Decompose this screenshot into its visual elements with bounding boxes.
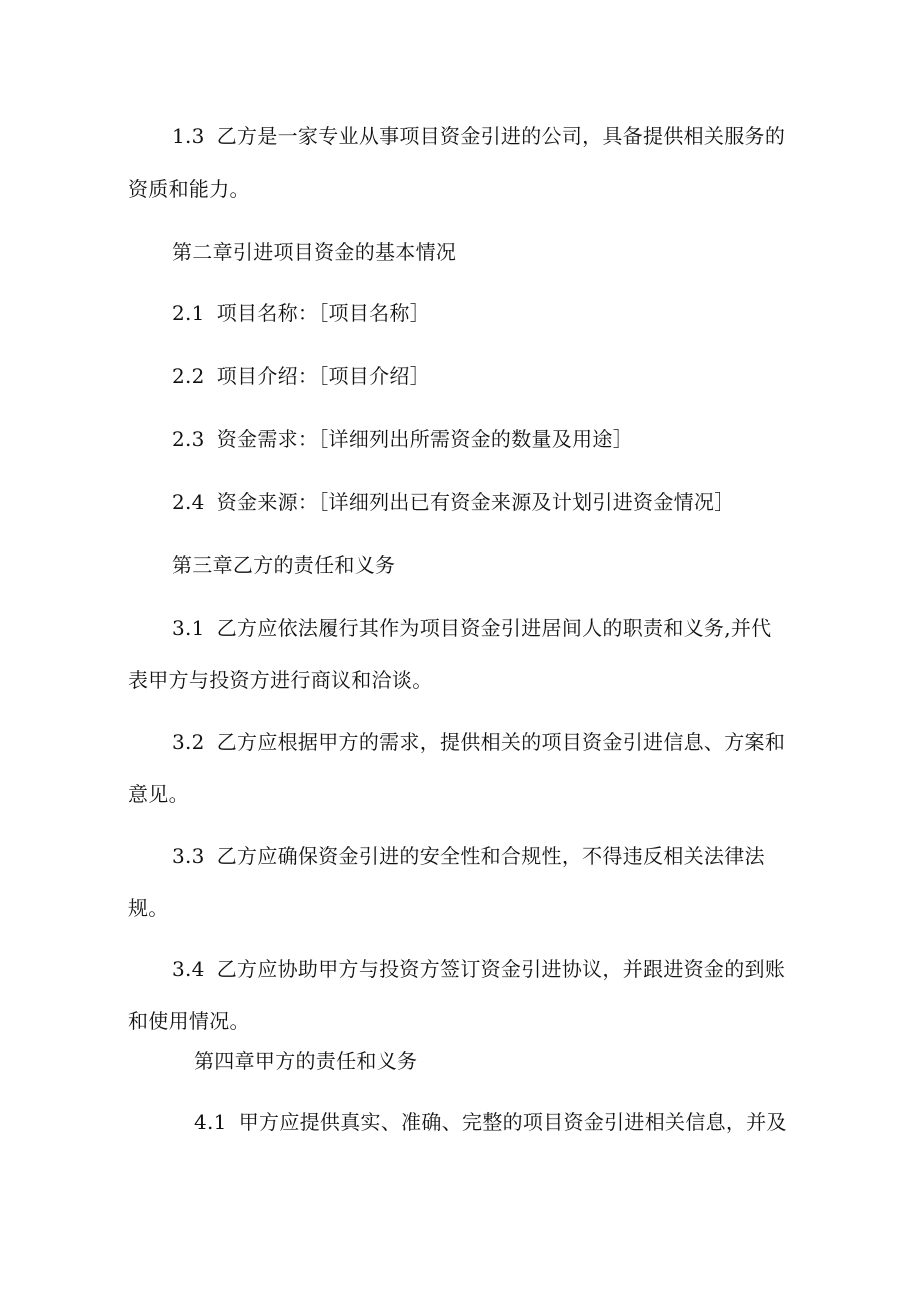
clause-3-3-line-2: 规。 xyxy=(128,896,169,920)
clause-number: 2.4 xyxy=(172,490,205,514)
clause-3-4-line-1 xyxy=(172,957,785,981)
clause-1-3-line-1 xyxy=(172,124,785,148)
clause-number: 1.3 xyxy=(172,124,205,148)
chapter-3-heading: 第三章乙方的责任和义务 xyxy=(172,553,396,577)
clause-3-3-line-1 xyxy=(172,844,765,868)
chapter-4-heading: 第四章甲方的责任和义务 xyxy=(194,1049,418,1073)
clause-2-2 xyxy=(172,364,430,388)
clause-number: 2.3 xyxy=(172,427,205,451)
clause-number: 2.1 xyxy=(172,301,205,325)
clause-number: 3.3 xyxy=(172,844,205,868)
clause-2-3 xyxy=(172,427,633,451)
clause-text: 资金需求：［详细列出所需资金的数量及用途］ xyxy=(216,427,634,451)
clause-3-1-line-1 xyxy=(172,616,771,640)
clause-3-1-line-2: 表甲方与投资方进行商议和洽谈。 xyxy=(128,668,433,692)
clause-3-2-line-2: 意见。 xyxy=(128,782,189,806)
clause-number: 2.2 xyxy=(172,364,205,388)
clause-text: 乙方应协助甲方与投资方签订资金引进协议，并跟进资金的到账 xyxy=(216,957,786,981)
clause-text: 资金来源：［详细列出已有资金来源及计划引进资金情况］ xyxy=(216,490,735,514)
clause-text: 乙方应根据甲方的需求，提供相关的项目资金引进信息、方案和 xyxy=(216,730,786,754)
clause-number: 3.2 xyxy=(172,730,205,754)
clause-text: 乙方应确保资金引进的安全性和合规性，不得违反相关法律法 xyxy=(216,844,765,868)
clause-number: 4.1 xyxy=(194,1110,227,1134)
clause-text: 项目名称：［项目名称］ xyxy=(216,301,431,325)
clause-number: 3.1 xyxy=(172,616,205,640)
chapter-2-heading: 第二章引进项目资金的基本情况 xyxy=(172,240,457,264)
clause-text: 甲方应提供真实、准确、完整的项目资金引进相关信息，并及 xyxy=(238,1110,787,1134)
clause-2-4 xyxy=(172,490,735,514)
clause-2-1 xyxy=(172,301,430,325)
clause-4-1-line-1 xyxy=(194,1110,787,1134)
clause-text: 乙方是一家专业从事项目资金引进的公司，具备提供相关服务的 xyxy=(216,124,786,148)
clause-text: 项目介绍：［项目介绍］ xyxy=(216,364,431,388)
clause-text: 乙方应依法履行其作为项目资金引进居间人的职责和义务,并代 xyxy=(216,616,772,640)
clause-3-2-line-1 xyxy=(172,730,785,754)
clause-3-4-line-2: 和使用情况。 xyxy=(128,1009,250,1033)
clause-1-3-line-2: 资质和能力。 xyxy=(128,177,250,201)
clause-number: 3.4 xyxy=(172,957,205,981)
